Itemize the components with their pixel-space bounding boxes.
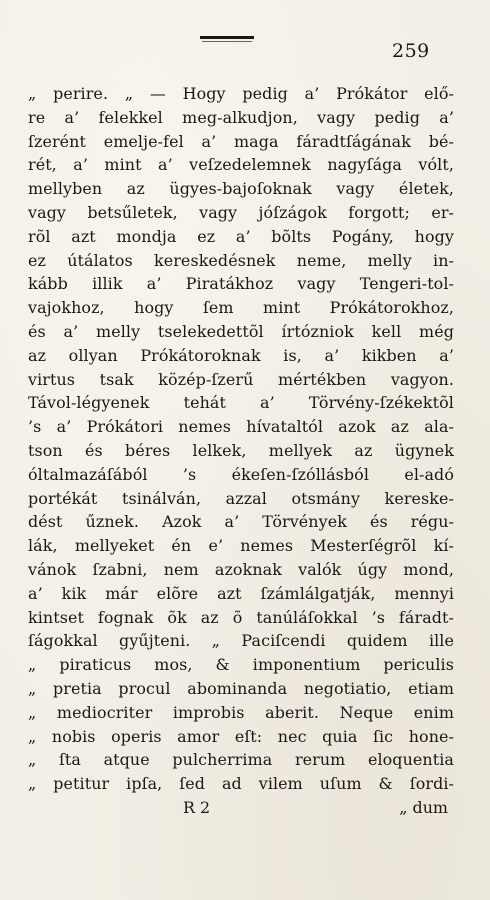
text-line: ſzerént emelje-fel a’ maga fáradtſágának bé- <box>28 131 454 151</box>
signature-mark: R 2 <box>183 798 211 817</box>
text-line: Távol-légyenek tehát a’ Törvény-ſzékektõl <box>28 393 454 413</box>
text-line: portékát tsinálván, azzal otsmány kereske- <box>28 488 454 508</box>
text-line: „ mediocriter improbis aberit. Neque enim <box>28 702 454 722</box>
text-line: lák, mellyeket én e’ nemes Mesterſégrõl kí- <box>28 536 454 556</box>
catchword: „ dum <box>399 798 448 817</box>
text-line: ’s a’ Prókátori nemes hívataltól azok az ala- <box>28 417 454 437</box>
text-line: ſágokkal gyűjteni. „ Paciſcendi quidem ille <box>28 631 454 651</box>
text-line: kintset fognak õk az õ tanúláſokkal ’s fáradt- <box>28 607 454 627</box>
text-line: rõl azt mondja ez a’ bõlts Pogány, hogy <box>28 226 454 246</box>
text-line: re a’ felekkel meg-alkudjon, vagy pedig a’ <box>28 107 454 127</box>
header-rule <box>200 36 254 39</box>
text-line: mellyben az ügyes-bajoſoknak vagy életek, <box>28 179 454 199</box>
text-line: tson és béres lelkek, mellyek az ügynek <box>28 440 454 460</box>
text-line: a’ kik már elõre azt ſzámlálgatják, mennyi <box>28 583 454 603</box>
text-line: „ piraticus mos, & imponentium periculis <box>28 655 454 675</box>
text-line: vagy betsűletek, vagy jóſzágok forgott; er- <box>28 202 454 222</box>
text-line: dést űznek. Azok a’ Törvények és régu- <box>28 512 454 532</box>
text-line: kább illik a’ Piratákhoz vagy Tengeri-tol- <box>28 274 454 294</box>
text-line: „ petitur ipſa, ſed ad vilem uſum & ſordi- <box>28 774 454 794</box>
text-line: virtus tsak közép-ſzerű mértékben vagyon. <box>28 369 454 389</box>
text-line: az ollyan Prókátoroknak is, a’ kikben a’ <box>28 345 454 365</box>
text-line: vajokhoz, hogy ſem mint Prókátorokhoz, <box>28 298 454 318</box>
page-number: 259 <box>392 40 430 62</box>
text-line: „ perire. „ — Hogy pedig a’ Prókátor elő- <box>28 84 454 103</box>
text-line: és a’ melly tselekedettõl írtózniok kell még <box>28 321 454 341</box>
text-line: „ nobis operis amor eſt: nec quia ſic hone- <box>28 726 454 746</box>
text-line: rét, a’ mint a’ veſzedelemnek nagyſága vólt, <box>28 155 454 175</box>
text-line: ez útálatos kereskedésnek neme, melly in- <box>28 250 454 270</box>
text-line: vánok ſzabni, nem azoknak valók úgy mond, <box>28 559 454 579</box>
text-line: „ ſta atque pulcherrima rerum eloquentia <box>28 750 454 770</box>
text-line: óltalmazáſából ’s ékeſen-ſzóllásból el-adó <box>28 464 454 484</box>
page-footer <box>28 796 454 820</box>
text-line: „ pretia procul abominanda negotiatio, etiam <box>28 678 454 698</box>
body-text <box>28 82 454 796</box>
